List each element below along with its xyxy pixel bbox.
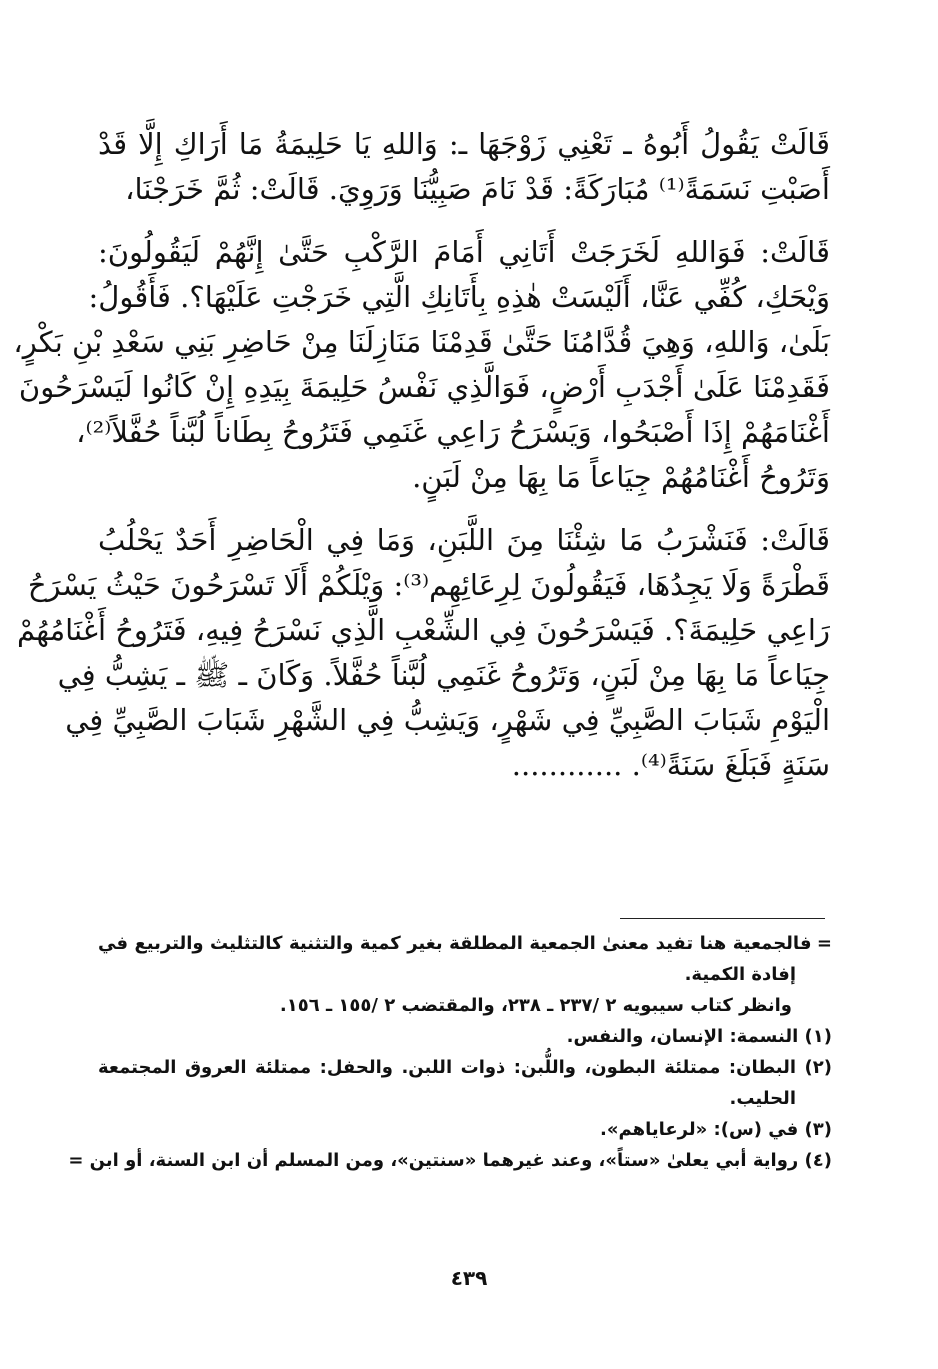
text-line: فَقَدِمْنَا عَلَىٰ أَجْدَبِ أَرْضٍ، فَوَالَّذِي نَفْسُ حَلِيمَةَ بِيَدِهِ إِنْ كَانُوا لَيَسْرَحُونَ: [18, 370, 830, 404]
text-line: قَطْرَةً وَلَا يَجِدُهَا، فَيَقُولُونَ لِرِعَائِهِم⁽³⁾: وَيْلَكُمْ أَلَا تَسْرَحُونَ حَيْثُ يَسْرَحُ: [27, 568, 830, 602]
footnote-continuation-line: [98, 928, 832, 959]
page-number: ٤٣٩: [450, 1266, 488, 1290]
footnote-1: (١) النسمة: الإنسان، والنفس.: [566, 1026, 832, 1047]
text-line-last: [98, 743, 830, 788]
main-text-body: [13, 122, 830, 806]
text-line: أَغْنَامَهُمْ إِذَا أَصْبَحُوا، وَيَسْرَحُ رَاعِي غَنَمِي فَتَرُوحُ بِطَاناً لُبَّناً حُفَّلاً⁽²⁾،: [76, 415, 830, 449]
paragraph-2: [13, 230, 830, 500]
text-fragment: سَنَةٍ فَبَلَغَ سَنَةً⁽⁴⁾.: [631, 748, 830, 782]
text-line: قَالَتْ: فَنَشْرَبُ مَا شِئْنَا مِنَ اللَّبَنِ، وَمَا فِي الْحَاضِرِ أَحَدٌ يَحْلُبُ: [98, 523, 830, 557]
text-line: وَيْحَكِ، كُفِّي عَنَّا، أَلَيْسَتْ هٰذِهِ بِأَتَانِكِ الَّتِي خَرَجْتِ عَلَيْهَا؟. فَأَقُولُ:: [88, 280, 830, 314]
footnote-3: (٣) في (س): «لرعاياهم».: [600, 1119, 832, 1140]
footnote-4: (٤) رواية أبي يعلىٰ «ستاً»، وعند غيرهما «سنتين»، ومن المسلم أن ابن السنة، أو ابن =: [68, 1150, 832, 1171]
footnote-reference-line: وانظر كتاب سيبويه ٢ /٢٣٧ ـ ٢٣٨، والمقتضب ٢ /١٥٥ ـ ١٥٦.: [279, 995, 792, 1016]
text-line: قَالَتْ: فَوَاللهِ لَخَرَجَتْ أَتَانِي أَمَامَ الرَّكْبِ حَتَّىٰ إِنَّهُمْ لَيَقُولُونَ:: [98, 235, 830, 269]
continuation-marker: =: [816, 933, 832, 954]
text-line: جِيَاعاً مَا بِهَا مِنْ لَبَنٍ، وَتَرُوحُ غَنَمِي لُبَّناً حُفَّلاً. وَكَانَ ـ ﷺ ـ يَشِبُّ فِي: [57, 658, 830, 692]
text-line: رَاعِي حَلِيمَةَ؟. فَيَسْرَحُونَ فِي الشِّعْبِ الَّذِي نَسْرَحُ فِيهِ، فَتَرُوحُ أَغْنَامُهُمْ: [16, 613, 830, 647]
footnote-2: (٢) البطان: ممتلئة البطون، واللُّبن: ذوات اللبن. والحفل: ممتلئة العروق المجتمعة: [98, 1057, 832, 1078]
text-line: وَتَرُوحُ أَغْنَامُهُمْ جِيَاعاً مَا بِهَا مِنْ لَبَنٍ.: [412, 460, 830, 494]
paragraph-3: [16, 518, 830, 788]
footnote-2-continued: الحليب.: [729, 1088, 796, 1109]
footnote-separator: [620, 918, 825, 919]
text-line: بَلَىٰ، وَاللهِ، وَهِيَ قُدَّامُنَا حَتَّىٰ قَدِمْنَا مَنَازِلَنَا مِنْ حَاضِرِ بَنِي سَعْدِ بْنِ بَكْرٍ،: [13, 325, 830, 359]
ellipsis-dots: ............: [511, 748, 623, 782]
text-line: أَصَبْتِ نَسَمَةً⁽¹⁾ مُبَارَكَةً: قَدْ نَامَ صَبِيُّنَا وَرَوِيَ. قَالَتْ: ثُمَّ خَرَجْنَا،: [125, 172, 830, 206]
footnotes: [68, 928, 832, 1176]
paragraph-1: [98, 122, 830, 212]
footnote-continuation-line: إفادة الكمية.: [684, 964, 796, 985]
text-line: قَالَتْ يَقُولُ أَبُوهُ ـ تَعْنِي زَوْجَهَا ـ: وَاللهِ يَا حَلِيمَةُ مَا أَرَاكِ إِلَّا قَدْ: [98, 127, 830, 161]
footnote-text: فالجمعية هنا تفيد معنىٰ الجمعية المطلقة بغير كمية والتثنية كالتثليث والتربيع في: [98, 933, 812, 954]
text-line: الْيَوْمِ شَبَابَ الصَّبِيِّ فِي شَهْرٍ، وَيَشِبُّ فِي الشَّهْرِ شَبَابَ الصَّبِيِّ فِي: [65, 703, 830, 737]
